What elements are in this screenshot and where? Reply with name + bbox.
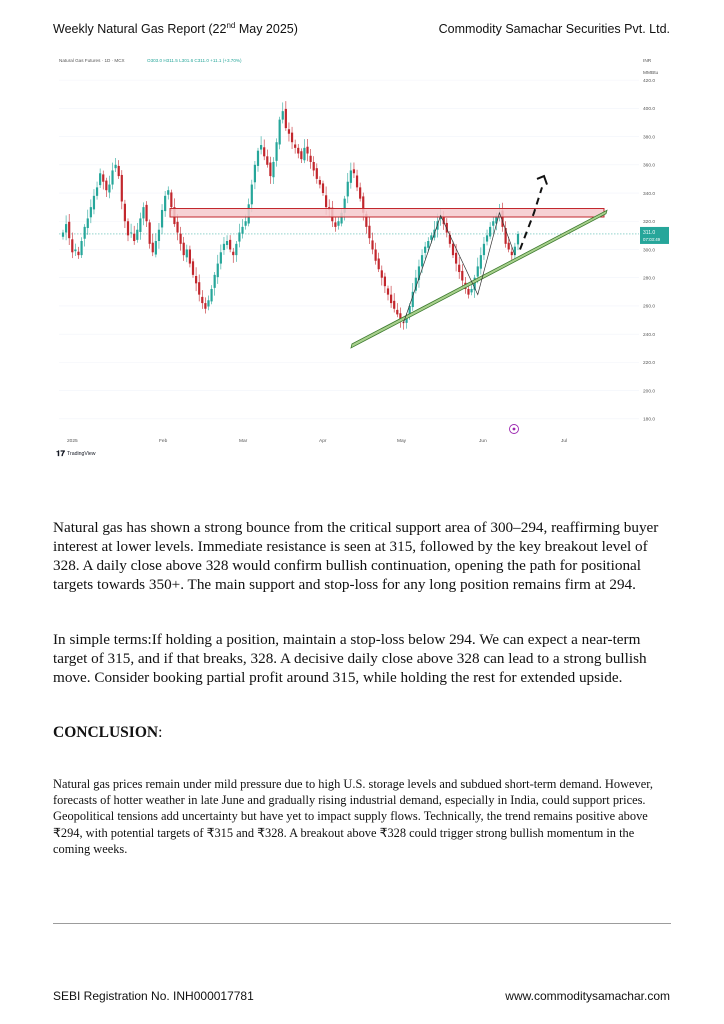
candle-body — [455, 253, 457, 264]
candle-body — [235, 244, 237, 255]
candle-body — [145, 205, 147, 221]
y-tick-label: 180.0 — [643, 417, 656, 423]
candle-body — [297, 148, 299, 154]
candle-body — [480, 255, 482, 269]
candle-body — [241, 227, 243, 234]
candle-body — [155, 241, 157, 255]
candle-body — [279, 120, 281, 145]
candle-body — [275, 142, 277, 161]
price-axis — [643, 78, 655, 423]
y-tick-label: 320.0 — [643, 220, 656, 226]
candle-body — [467, 289, 469, 295]
candle-body — [176, 222, 178, 233]
candle-body — [470, 289, 472, 292]
currency-label: INR — [643, 59, 652, 64]
candle-body — [127, 221, 129, 235]
candle-body — [337, 221, 339, 226]
candle-body — [198, 282, 200, 294]
candle-body — [195, 276, 197, 283]
candle-body — [424, 247, 426, 253]
tradingview-label: TradingView — [67, 451, 96, 457]
sebi-registration: SEBI Registration No. INH000017781 — [53, 989, 254, 1003]
footer-divider — [53, 923, 671, 924]
candle-body — [486, 235, 488, 241]
candle-body — [492, 221, 494, 226]
candle-body — [359, 187, 361, 198]
candle-body — [220, 252, 222, 263]
y-tick-label: 420.0 — [643, 78, 656, 84]
x-tick-label: Mar — [239, 439, 248, 444]
candle-body — [353, 169, 355, 173]
candle-body — [139, 218, 141, 232]
candle-body — [207, 300, 209, 306]
candle-body — [251, 185, 253, 205]
candle-body — [393, 301, 395, 309]
candle-body — [334, 222, 336, 227]
y-tick-label: 380.0 — [643, 135, 656, 141]
company-name: Commodity Samachar Securities Pvt. Ltd. — [438, 22, 670, 36]
candle-body — [306, 147, 308, 154]
candle-body — [266, 156, 268, 164]
candle-body — [161, 210, 163, 228]
candle-body — [517, 234, 519, 244]
candle-body — [149, 222, 151, 243]
candle-body — [121, 175, 123, 202]
event-marker-dot — [513, 428, 516, 431]
candle-body — [80, 241, 82, 255]
candle-body — [142, 207, 144, 218]
y-tick-label: 340.0 — [643, 191, 656, 197]
y-tick-label: 220.0 — [643, 361, 656, 367]
candle-body — [214, 275, 216, 288]
candle-body — [288, 129, 290, 134]
chart-grid — [59, 80, 639, 419]
y-tick-label: 200.0 — [643, 389, 656, 395]
candle-body — [477, 266, 479, 276]
candle-body — [96, 187, 98, 195]
candle-body — [325, 195, 327, 207]
last-price-label: 311.0 — [643, 229, 656, 236]
candle-body — [303, 148, 305, 160]
candle-body — [183, 243, 185, 255]
candle-body — [313, 162, 315, 170]
candlestick-chart — [53, 54, 670, 460]
candle-body — [384, 277, 386, 287]
candle-body — [99, 173, 101, 185]
candle-body — [483, 244, 485, 255]
candle-body — [291, 133, 293, 143]
candle-body — [62, 233, 64, 237]
candle-body — [136, 230, 138, 240]
tradingview-icon: 𝟏𝟕 — [56, 449, 65, 458]
candle-body — [378, 259, 380, 270]
candle-body — [452, 244, 454, 255]
candle-body — [77, 252, 79, 255]
simple-terms-paragraph: In simple terms:If holding a position, maintain a stop-loss below 294. We can expect a near-term target of 315, and if that breaks, 328. A decisive daily close above 328 can lead to a strong bullish move. Consider booking partial profit around 315, while holding the rest for extended upside. — [53, 631, 647, 686]
candle-body — [269, 163, 271, 177]
candle-body — [164, 196, 166, 211]
candle-body — [204, 303, 206, 309]
last-price-badge — [640, 227, 669, 244]
candle-body — [254, 165, 256, 183]
candle-body — [65, 224, 67, 232]
candle-body — [427, 241, 429, 248]
tradingview-logo — [56, 449, 96, 458]
candle-body — [371, 240, 373, 249]
candle-body — [210, 289, 212, 301]
unit-label: MMBtu — [643, 71, 659, 76]
candle-body — [322, 183, 324, 193]
y-tick-label: 240.0 — [643, 332, 656, 338]
candle-body — [511, 252, 513, 255]
x-tick-label: Jun — [479, 439, 487, 444]
candle-body — [124, 204, 126, 222]
candle-body — [111, 170, 113, 184]
x-tick-label: 2025 — [67, 439, 78, 444]
candle-body — [272, 162, 274, 177]
x-tick-label: Feb — [159, 439, 168, 444]
analysis-paragraph: Natural gas has shown a strong bounce from the critical support area of 300–294, reaffirming buyer interest at lower levels. Immediate resistance is seen at 315, followed by the key breakout level of 328. A daily close above 328 would confirm bullish continuation, opening the path for positional targets towards 350+. The main support and stop-loss for any long position remains firm at 294. — [53, 519, 659, 593]
candle-body — [260, 145, 262, 150]
candle-body — [285, 109, 287, 128]
last-price-time: 07:03:49 — [643, 236, 661, 242]
y-tick-label: 300.0 — [643, 248, 656, 254]
candle-body — [390, 295, 392, 303]
candle-body — [105, 181, 107, 191]
candle-body — [102, 174, 104, 181]
candle-body — [229, 240, 231, 250]
candle-body — [300, 151, 302, 159]
candle-body — [257, 151, 259, 166]
candle-body — [108, 185, 110, 193]
conclusion-paragraph: Natural gas prices remain under mild pressure due to high U.S. storage levels and subdued short-term demand. However, forecasts of hotter weather in late June and gradually rising industrial demand, especially in India, could support prices. Geopolitical tensions add uncertainty but have yet to impact supply flows. Technically, the trend remains positive above ₹294, with potential targets of ₹315 and ₹328. A breakout above ₹328 could trigger strong bullish momentum in the coming weeks. — [53, 777, 653, 856]
candle-body — [356, 176, 358, 188]
candle-body — [347, 182, 349, 197]
candle-body — [375, 249, 377, 260]
time-axis — [67, 438, 567, 444]
candle-body — [294, 144, 296, 147]
candle-body — [167, 190, 169, 195]
candle-body — [158, 230, 160, 241]
candle-body — [310, 156, 312, 162]
x-tick-label: May — [397, 439, 407, 444]
ascending-trendline — [351, 210, 607, 348]
candle-body — [263, 147, 265, 156]
candle-body — [421, 255, 423, 266]
website-link[interactable]: www.commoditysamachar.com — [505, 989, 670, 1003]
candle-body — [90, 207, 92, 217]
candle-body — [192, 261, 194, 275]
candle-body — [232, 252, 234, 255]
candle-body — [186, 249, 188, 257]
candle-body — [238, 233, 240, 242]
candle-body — [170, 192, 172, 207]
candle-body — [387, 288, 389, 294]
y-tick-label: 260.0 — [643, 304, 656, 310]
conclusion-heading: CONCLUSION: — [53, 724, 163, 741]
projection-dashed-line — [520, 187, 542, 249]
candle-body — [226, 241, 228, 245]
candle-body — [71, 239, 73, 252]
candle-body — [74, 249, 76, 251]
candle-body — [68, 222, 70, 238]
candle-body — [319, 180, 321, 185]
candle-body — [152, 243, 154, 253]
y-tick-label: 400.0 — [643, 107, 656, 113]
y-tick-label: 280.0 — [643, 276, 656, 282]
candle-body — [201, 297, 203, 303]
price-chart — [53, 54, 670, 460]
projection-arrowhead — [537, 176, 547, 184]
chart-annotations — [170, 176, 607, 348]
candle-body — [115, 165, 117, 168]
candle-body — [87, 218, 89, 228]
x-tick-label: Apr — [319, 439, 327, 444]
candle-body — [84, 227, 86, 239]
candle-body — [458, 265, 460, 272]
candle-body — [316, 168, 318, 179]
y-tick-label: 360.0 — [643, 163, 656, 169]
candle-body — [368, 226, 370, 238]
candle-body — [461, 271, 463, 281]
candle-body — [381, 270, 383, 277]
candle-body — [489, 227, 491, 237]
candle-body — [245, 221, 247, 226]
ohlc-readout: O303.0 H311.5 L301.6 C311.0 +11.1 (+3.70%) — [147, 58, 242, 63]
chart-title: Natural Gas Futures · 1D · MCX — [59, 58, 125, 63]
candle-body — [508, 243, 510, 250]
candle-body — [180, 234, 182, 244]
candle-body — [396, 310, 398, 315]
candle-body — [118, 166, 120, 176]
candle-body — [217, 264, 219, 278]
candle-body — [133, 234, 135, 241]
candle-body — [282, 111, 284, 119]
candle-body — [189, 249, 191, 263]
resistance-zone — [170, 209, 604, 217]
report-title: Weekly Natural Gas Report (22nd May 2025) — [53, 20, 298, 36]
candle-body — [223, 244, 225, 250]
candle-body — [93, 196, 95, 210]
candle-body — [130, 233, 132, 234]
x-tick-label: Jul — [561, 439, 568, 444]
candle-body — [350, 170, 352, 182]
